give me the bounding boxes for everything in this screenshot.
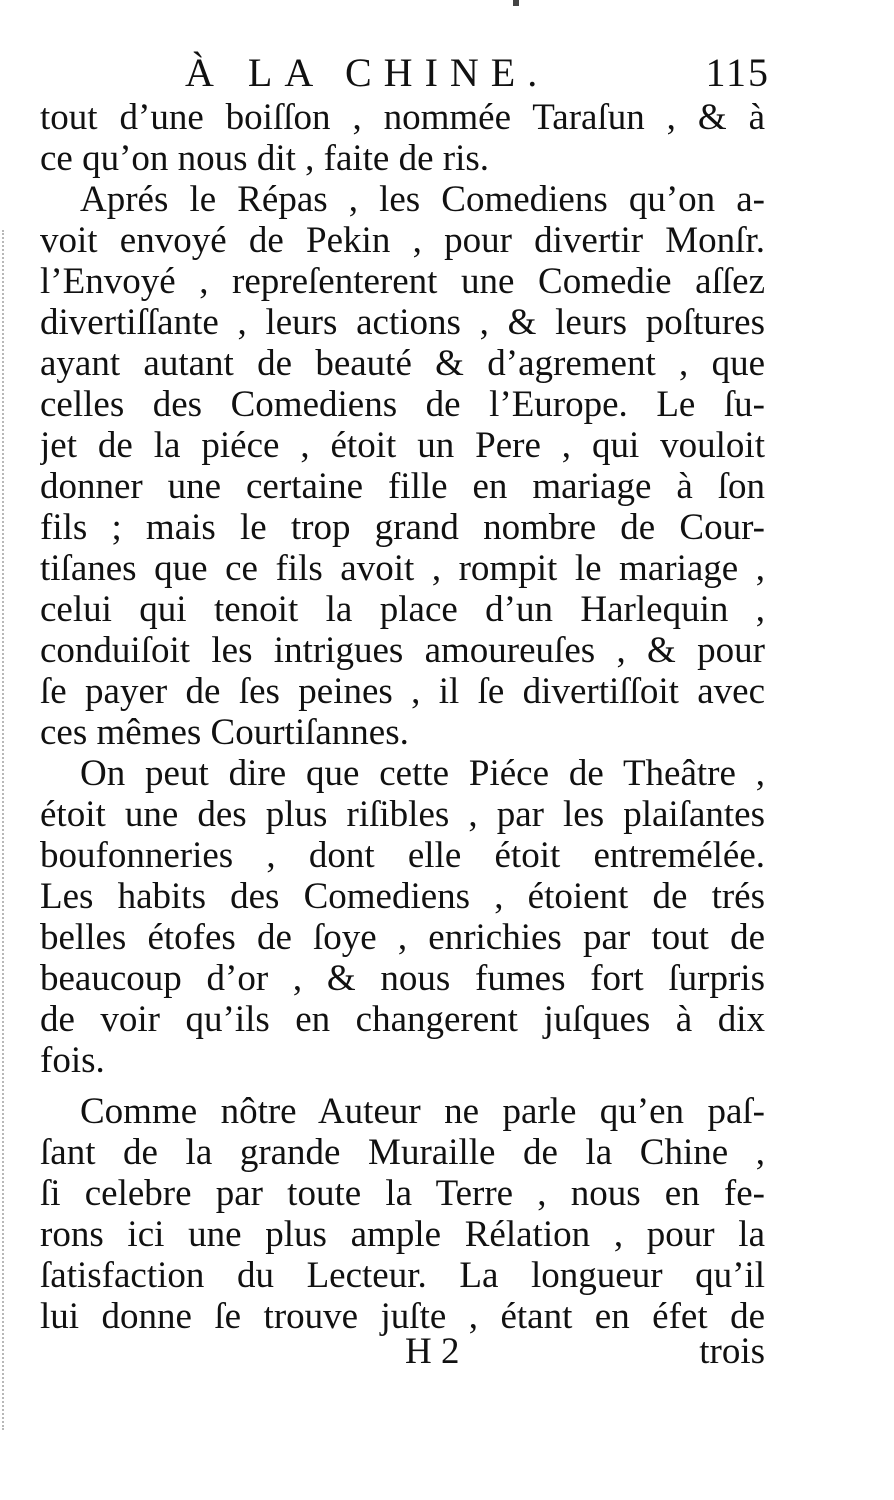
body-text [40, 97, 765, 1337]
printer-mark [513, 0, 519, 6]
page-header [40, 45, 770, 100]
text-line: celles des Comediens de l’Europe. Le ſu- [40, 384, 765, 425]
text-line: ſatisfaction du Lecteur. La longueur qu’il [40, 1255, 765, 1296]
text-line: jet de la piéce , étoit un Pere , qui vouloit [40, 425, 765, 466]
text-line: ayant autant de beauté & d’agrement , que [40, 343, 765, 384]
running-title: À LA CHINE. [185, 50, 550, 95]
text-line: lui donne ſe trouve juſte , étant en éfet de [40, 1296, 765, 1337]
text-line: conduiſoit les intrigues amoureuſes , & pour [40, 630, 765, 671]
text-line: Aprés le Répas , les Comediens qu’on a- [80, 179, 765, 220]
text-line: ſi celebre par toute la Terre , nous en fe- [40, 1173, 765, 1214]
text-line: belles étofes de ſoye , enrichies par tout de [40, 917, 765, 958]
text-line: Les habits des Comediens , étoient de trés [40, 876, 765, 917]
page-edge-shadow [2, 230, 16, 1430]
page-footer [40, 1330, 765, 1374]
text-line: divertiſſante , leurs actions , & leurs poſtures [40, 302, 765, 343]
text-line: l’Envoyé , repreſenterent une Comedie aſſez [40, 261, 765, 302]
paragraph-3 [40, 753, 765, 1081]
text-line: voit envoyé de Pekin , pour divertir Monſr. [40, 220, 765, 261]
paragraph-4 [40, 1091, 765, 1337]
signature-mark: H 2 [405, 1331, 460, 1372]
text-line: ſe payer de ſes peines , il ſe divertiſſoit avec [40, 671, 765, 712]
text-line: celui qui tenoit la place d’un Harlequin , [40, 589, 765, 630]
text-line: boufonneries , dont elle étoit entremélée. [40, 835, 765, 876]
paragraph-1 [40, 97, 765, 179]
page-number: 115 [705, 50, 770, 95]
text-line: étoit une des plus riſibles , par les plaiſantes [40, 794, 765, 835]
text-line: donner une certaine fille en mariage à ſon [40, 466, 765, 507]
catchword: trois [699, 1331, 765, 1372]
text-line: tout d’une boiſſon , nommée Taraſun , & à [40, 97, 765, 138]
text-line: On peut dire que cette Piéce de Theâtre , [80, 753, 765, 794]
text-line: beaucoup d’or , & nous fumes fort ſurpris [40, 958, 765, 999]
text-line: ce qu’on nous dit , faite de ris. [40, 138, 490, 179]
text-line: de voir qu’ils en changerent juſques à dix [40, 999, 765, 1040]
text-line: ſant de la grande Muraille de la Chine , [40, 1132, 765, 1173]
paragraph-2 [40, 179, 765, 753]
text-line: rons ici une plus ample Rélation , pour la [40, 1214, 765, 1255]
text-line: fils ; mais le trop grand nombre de Cour- [40, 507, 765, 548]
text-line: tiſanes que ce fils avoit , rompit le mariage , [40, 548, 765, 589]
text-line: fois. [40, 1040, 105, 1081]
text-line: Comme nôtre Auteur ne parle qu’en paſ- [80, 1091, 765, 1132]
text-line: ces mêmes Courtiſannes. [40, 712, 409, 753]
